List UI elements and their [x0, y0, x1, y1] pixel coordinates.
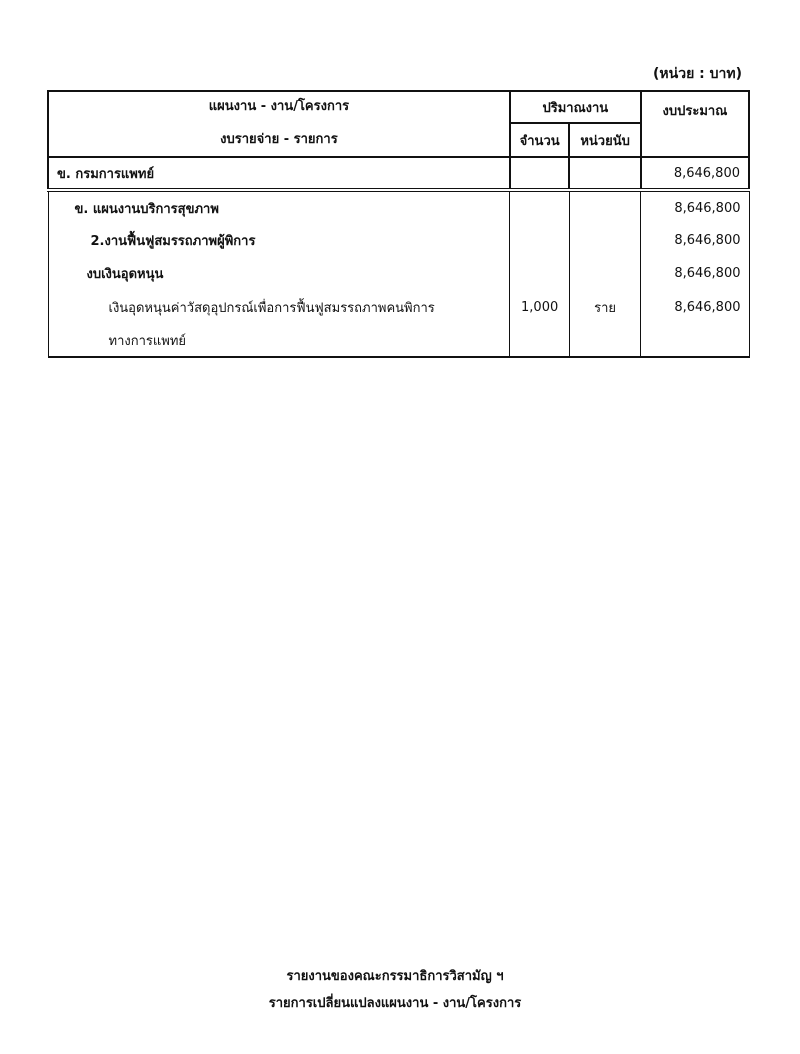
- table-row: [48, 290, 749, 324]
- header-expense: งบรายจ่าย - รายการ: [220, 132, 338, 147]
- footer-line-1: รายงานของคณะกรรมาธิการวิสามัญ ฯ: [286, 969, 504, 984]
- row-unit: ราย: [569, 290, 640, 324]
- footer-line-2: รายการเปลี่ยนแปลงแผนงาน - งาน/โครงการ: [268, 996, 522, 1011]
- row-label: ข. แผนงานบริการสุขภาพ: [48, 190, 510, 224]
- header-amount: จำนวน: [510, 123, 569, 157]
- row-label: ทางการแพทย์: [48, 324, 510, 357]
- header-plan: แผนงาน - งาน/โครงการ: [208, 99, 350, 114]
- row-budget: 8,646,800: [641, 257, 749, 290]
- row-budget: 8,646,800: [641, 290, 749, 324]
- table-row: [48, 190, 749, 224]
- department-row: [48, 157, 749, 190]
- header-plan-expense: [48, 91, 510, 157]
- table-row: [48, 257, 749, 290]
- header-quantity-group: ปริมาณงาน: [510, 91, 641, 123]
- row-label: งบเงินอุดหนุน: [48, 257, 510, 290]
- department-label: ข. กรมการแพทย์: [48, 157, 510, 190]
- unit-label: (หน่วย : บาท): [653, 66, 742, 82]
- table-row: [48, 224, 749, 257]
- header-unit: หน่วยนับ: [569, 123, 640, 157]
- table-row: [48, 324, 749, 357]
- row-budget: 8,646,800: [641, 190, 749, 224]
- row-label: เงินอุดหนุนค่าวัสดุอุปกรณ์เพื่อการฟื้นฟูสมรรถภาพคนพิการ: [48, 290, 510, 324]
- row-amount: 1,000: [510, 290, 569, 324]
- header-budget: งบประมาณ: [641, 91, 749, 157]
- department-budget: 8,646,800: [641, 157, 749, 190]
- budget-table: [47, 90, 750, 358]
- row-budget: 8,646,800: [641, 224, 749, 257]
- row-label: 2.งานฟื้นฟูสมรรถภาพผู้พิการ: [48, 224, 510, 257]
